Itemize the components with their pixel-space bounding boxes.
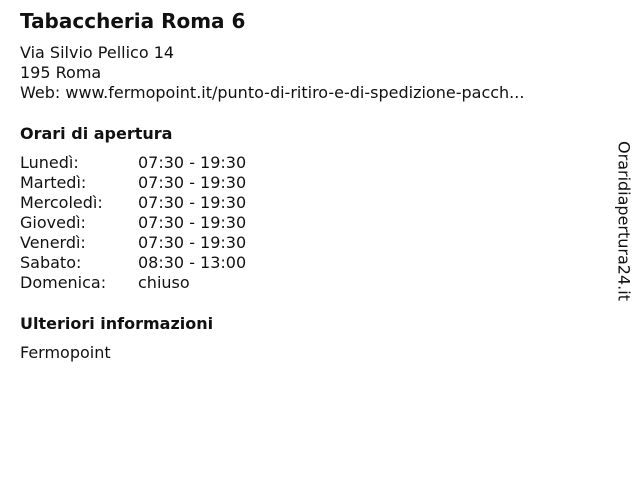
day-label: Domenica: xyxy=(20,273,107,292)
store-name: Tabaccheria Roma 6 xyxy=(20,9,246,33)
store-city: 195 Roma xyxy=(20,63,102,82)
day-label: Martedì: xyxy=(20,173,87,192)
time-value: 07:30 - 19:30 xyxy=(138,213,247,232)
day-label: Lunedì: xyxy=(20,153,79,172)
store-street: Via Silvio Pellico 14 xyxy=(20,43,175,62)
time-value: chiuso xyxy=(138,273,190,292)
time-value: 07:30 - 19:30 xyxy=(138,173,247,192)
time-value: 07:30 - 19:30 xyxy=(138,193,247,212)
site-watermark: Oraridiapertura24.it xyxy=(614,141,634,301)
day-label: Giovedì: xyxy=(20,213,86,232)
more-info-text: Fermopoint xyxy=(20,343,111,362)
day-label: Venerdì: xyxy=(20,233,86,252)
day-label: Sabato: xyxy=(20,253,82,272)
day-label: Mercoledì: xyxy=(20,193,103,212)
opening-hours-heading: Orari di apertura xyxy=(20,124,173,143)
more-info-heading: Ulteriori informazioni xyxy=(20,314,214,333)
time-value: 07:30 - 19:30 xyxy=(138,153,247,172)
store-web-link[interactable]: Web: www.fermopoint.it/punto-di-ritiro-e-di-spedizione-pacch... xyxy=(20,83,525,102)
time-value: 08:30 - 13:00 xyxy=(138,253,247,272)
time-value: 07:30 - 19:30 xyxy=(138,233,247,252)
